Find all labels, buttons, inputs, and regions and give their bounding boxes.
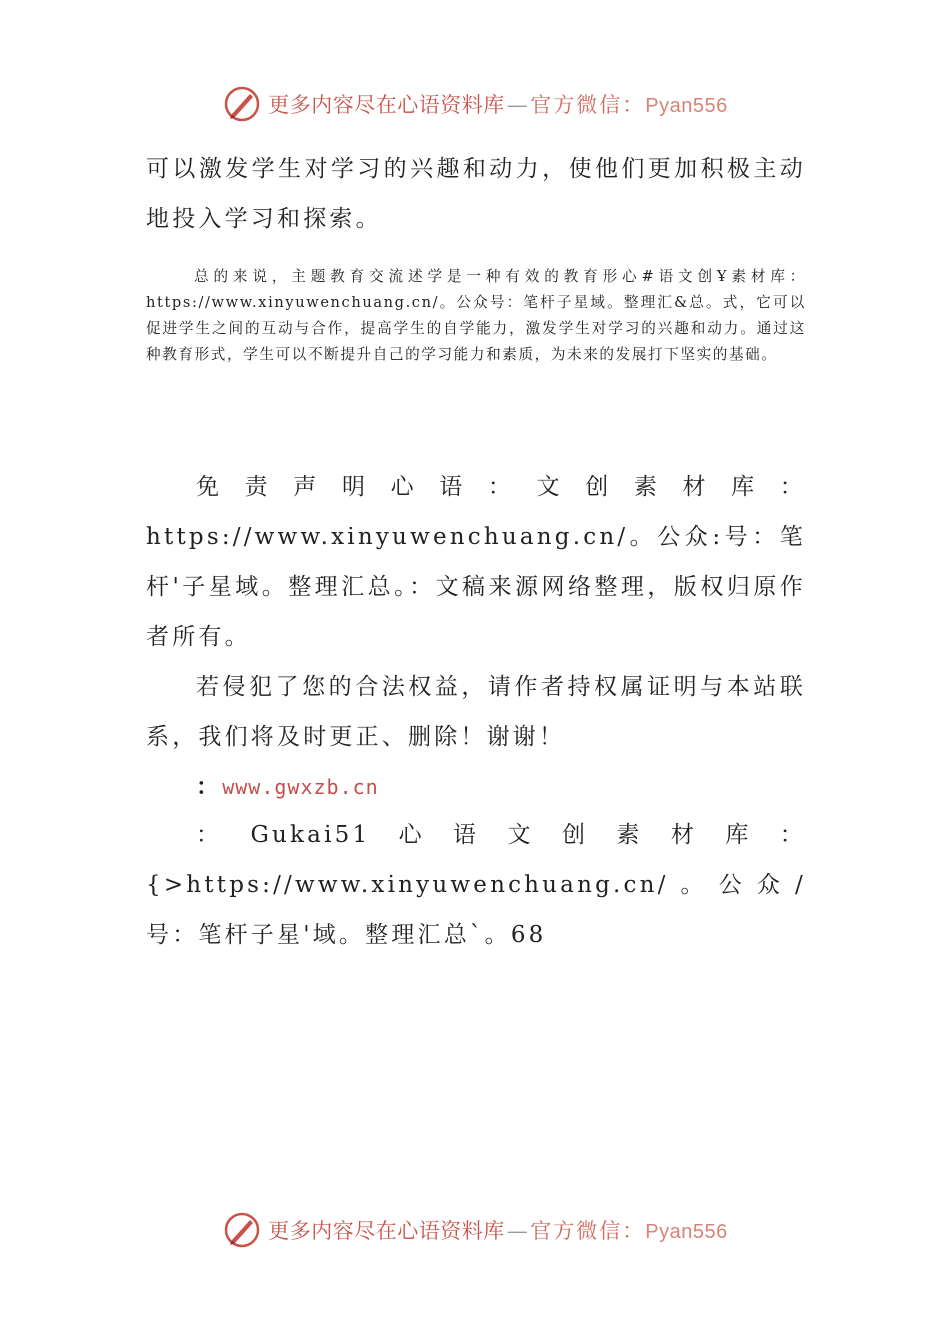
banner-wechat-id: Pyan556 [645, 95, 728, 117]
header-banner [0, 82, 950, 126]
summary-block [146, 264, 806, 368]
page-body [146, 144, 806, 244]
disclaimer-paragraph: 免责声明心语：文创素材库：https://www.xinyuwenchuang.cn/。公众:号：笔杆'子星域。整理汇总。：文稿来源网络整理，版权归原作者所有。 [146, 474, 806, 650]
banner-main: 更多内容尽在心语资料库 [268, 1219, 505, 1243]
footer-banner [0, 1208, 950, 1252]
paragraph-1: 可以激发学生对学习的兴趣和动力，使他们更加积极主动地投入学习和探索。 [146, 156, 806, 232]
banner-official: 官方微信： [530, 1219, 646, 1243]
last-block [146, 810, 806, 960]
paragraph-2: 总的来说，主题教育交流述学是一种有效的教育形心#语文创Ұ素材库：https://www.xinyuwenchuang.cn/。公众号：笔杆子星域。整理汇&总。式，它可以促进学生之间的互动与合作，提高学生的自学能力，激发学生对学习的兴趣和动力。通过这种教育形式，学生可以不断提升自己的学习能力和素质，为未来的发展打下坚实的基础。 [146, 268, 806, 363]
site-colon: ： [196, 773, 223, 800]
site-line [146, 762, 806, 812]
disclaimer-block [146, 462, 806, 812]
banner-text [268, 1215, 727, 1245]
banner-dash: — [506, 93, 529, 117]
pen-logo-icon [222, 1210, 262, 1250]
site-url-link[interactable]: www.gwxzb.cn [222, 775, 379, 799]
banner-dash: — [506, 1219, 529, 1243]
banner-wechat-id: Pyan556 [645, 1221, 728, 1243]
paragraph-last: ：Gukai51心语文创素材库：{>https://www.xinyuwenchuang.cn/。公众/号：笔杆子星'域。整理汇总`。68 [146, 822, 806, 948]
infringement-paragraph: 若侵犯了您的合法权益，请作者持权属证明与本站联系，我们将及时更正、删除！谢谢！ [146, 674, 806, 750]
banner-official: 官方微信： [530, 93, 646, 117]
pen-logo-icon [222, 84, 262, 124]
banner-text [268, 89, 727, 119]
banner-main: 更多内容尽在心语资料库 [268, 93, 505, 117]
